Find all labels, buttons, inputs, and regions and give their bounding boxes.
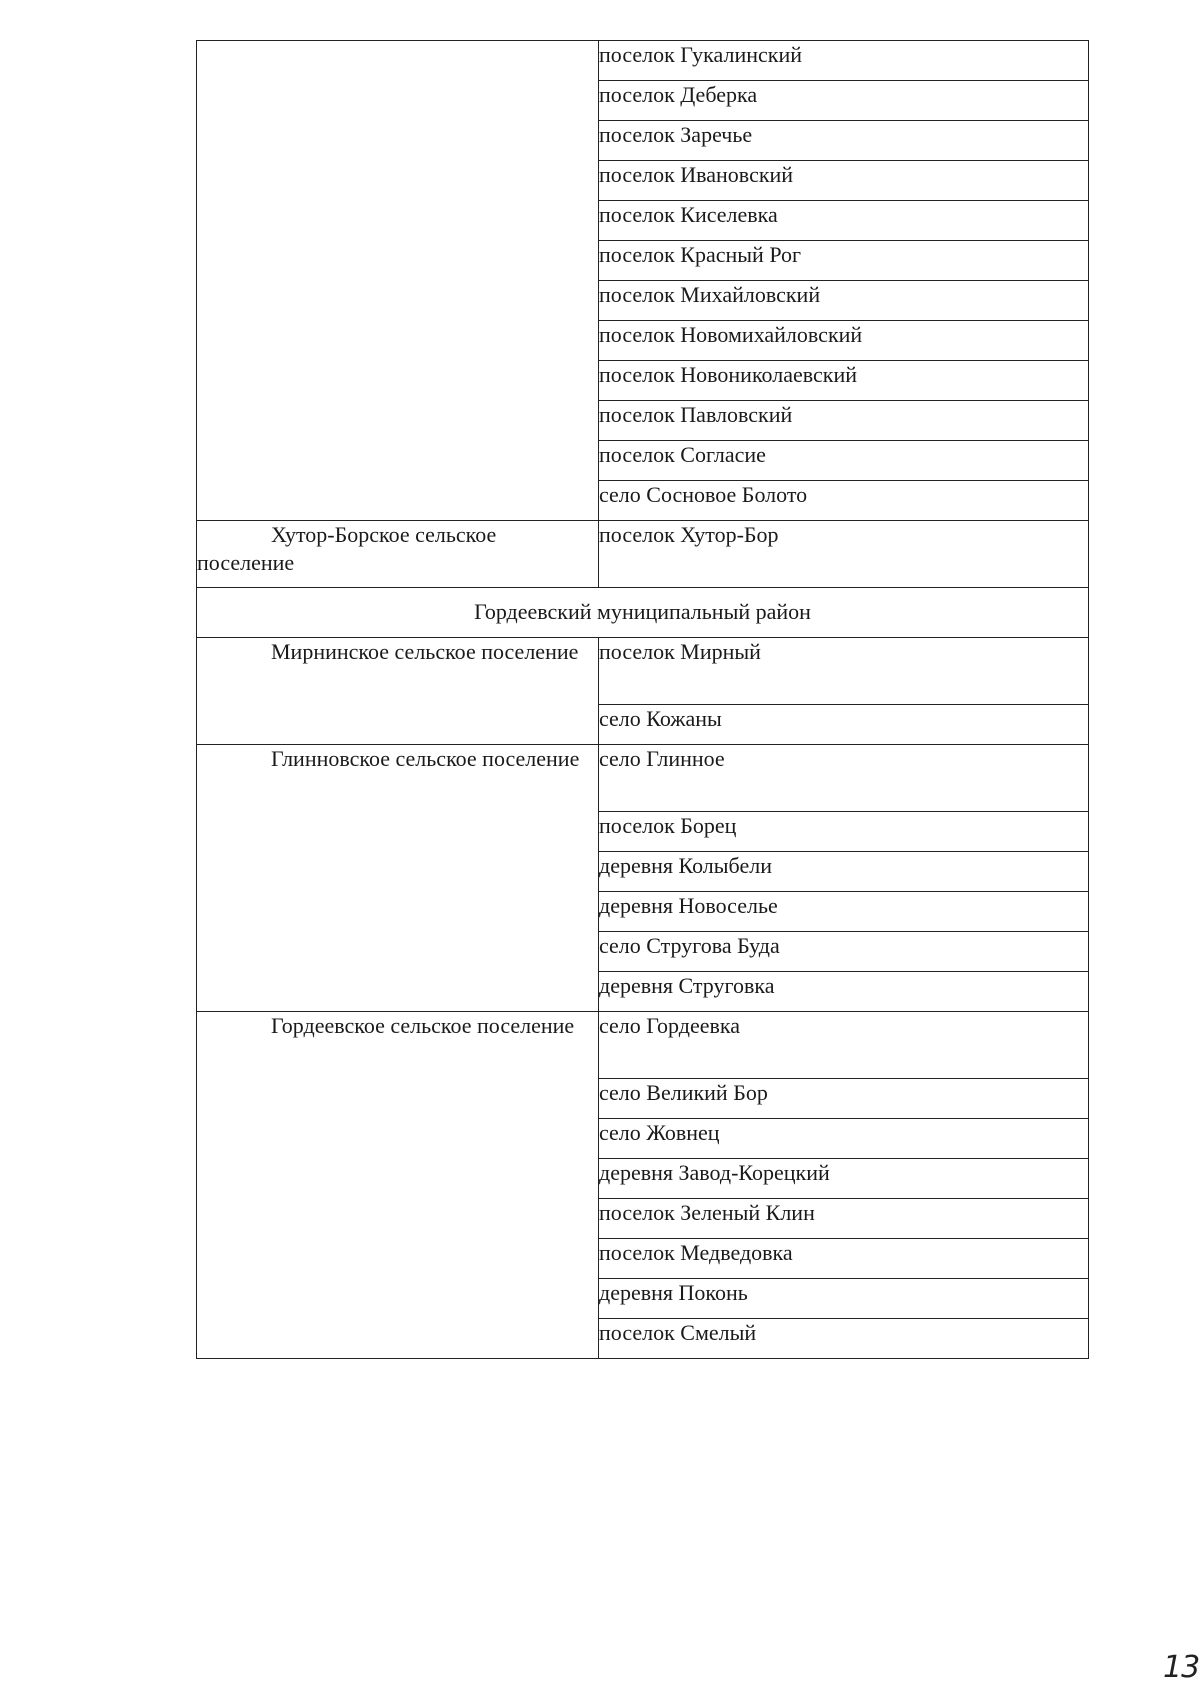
village-name: поселок Деберка: [599, 81, 1089, 121]
table-row: [197, 638, 1089, 705]
settlement-name: Мирнинское сельское поселение: [197, 638, 599, 745]
village-name: село Жовнец: [599, 1119, 1089, 1159]
table-body-after-district: [197, 638, 1089, 1359]
village-name: поселок Новомихайловский: [599, 321, 1089, 361]
village-name: поселок Красный Рог: [599, 241, 1089, 281]
village-name: поселок Новониколаевский: [599, 361, 1089, 401]
village-name: поселок Павловский: [599, 401, 1089, 441]
village-name: село Стругова Буда: [599, 932, 1089, 972]
village-name: поселок Смелый: [599, 1319, 1089, 1359]
settlement-name: [197, 41, 599, 521]
page-number: 13: [1163, 1650, 1200, 1685]
village-name: деревня Новоселье: [599, 892, 1089, 932]
village-name: село Кожаны: [599, 705, 1089, 745]
village-name: поселок Согласие: [599, 441, 1089, 481]
settlement-name: Хутор-Борское сельское поселение: [197, 521, 599, 588]
village-name: поселок Хутор-Бор: [599, 521, 1089, 588]
village-name: поселок Мирный: [599, 638, 1089, 705]
village-name: поселок Михайловский: [599, 281, 1089, 321]
village-name: село Сосновое Болото: [599, 481, 1089, 521]
table-body-before-district: [197, 41, 1089, 588]
village-name: поселок Киселевка: [599, 201, 1089, 241]
village-name: село Глинное: [599, 745, 1089, 812]
village-name: деревня Завод-Корецкий: [599, 1159, 1089, 1199]
settlement-name: Гордеевское сельское поселение: [197, 1012, 599, 1359]
village-name: поселок Ивановский: [599, 161, 1089, 201]
table-row: [197, 521, 1089, 588]
settlement-name: Глинновское сельское поселение: [197, 745, 599, 1012]
village-name: поселок Зеленый Клин: [599, 1199, 1089, 1239]
village-name: поселок Заречье: [599, 121, 1089, 161]
village-name: поселок Гукалинский: [599, 41, 1089, 81]
village-name: деревня Колыбели: [599, 852, 1089, 892]
village-name: поселок Медведовка: [599, 1239, 1089, 1279]
village-name: деревня Струговка: [599, 972, 1089, 1012]
village-name: село Гордеевка: [599, 1012, 1089, 1079]
village-name: село Великий Бор: [599, 1079, 1089, 1119]
village-name: поселок Борец: [599, 812, 1089, 852]
settlements-table: [196, 40, 1089, 1359]
village-name: деревня Поконь: [599, 1279, 1089, 1319]
table-row: [197, 745, 1089, 812]
table-row: [197, 1012, 1089, 1079]
table-row: [197, 41, 1089, 81]
district-title: Гордеевский муниципальный район: [197, 588, 1089, 638]
district-row: [197, 588, 1089, 638]
district-header-section: [197, 588, 1089, 638]
